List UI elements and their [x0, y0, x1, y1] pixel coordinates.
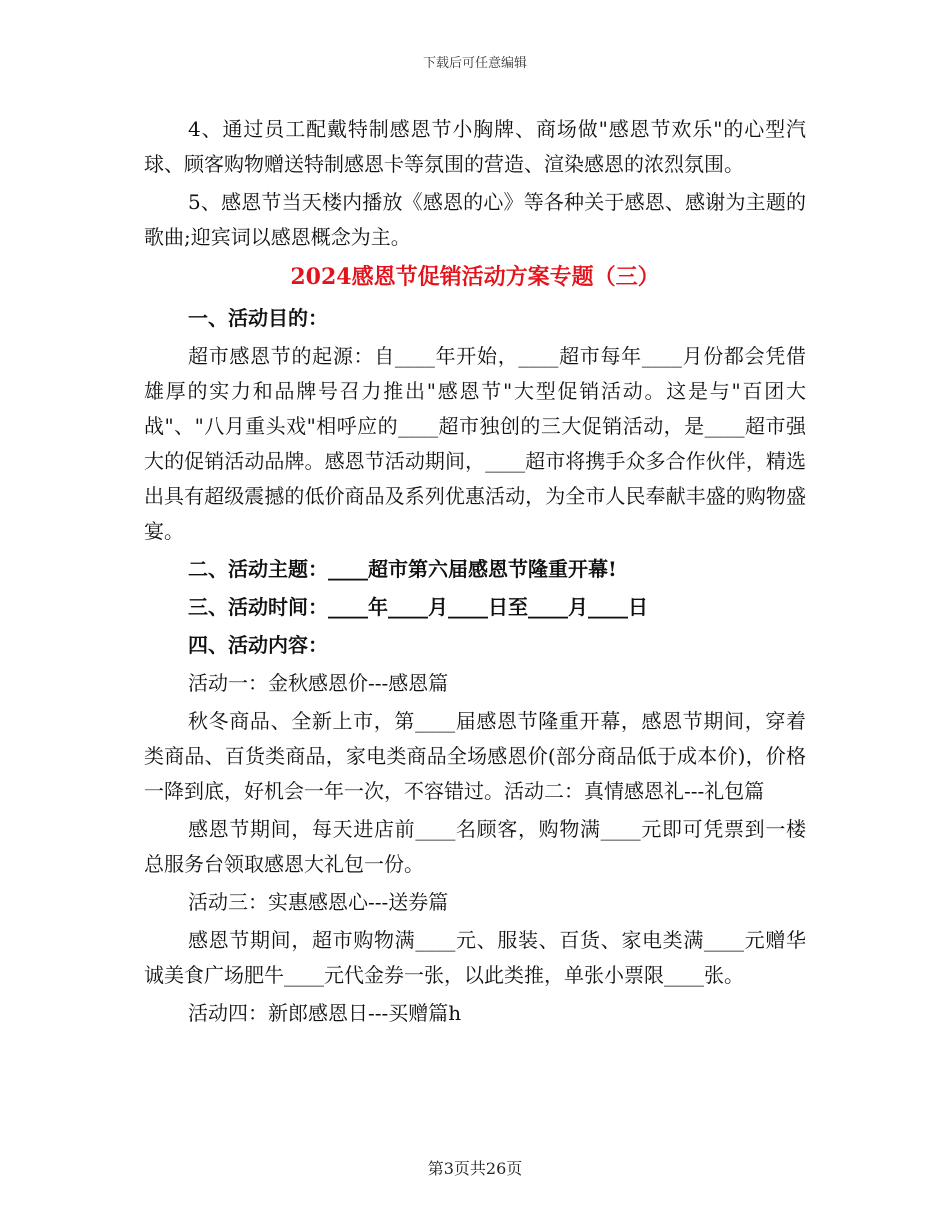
section-heading-purpose: 一、活动目的： [188, 306, 328, 330]
section-heading-time: 三、活动时间：____年____月____日至____月____日 [188, 595, 648, 619]
activity-1-title: 活动一：金秋感恩价---感恩篇 [188, 671, 449, 695]
activity-4-title: 活动四：新郎感恩日---买赠篇h [188, 1001, 462, 1025]
section-heading-content: 四、活动内容： [188, 633, 328, 657]
activity-1-text: 秋冬商品、全新上市，第____届感恩节隆重开幕，感恩节期间，穿着类商品、百货类商品，家电类商品全场感恩价(部分商品低于成本价)，价格一降到底，好机会一年一次，不容错过。活动二：真情感恩礼---礼包篇 [144, 709, 806, 803]
activity-3-text: 感恩节期间，超市购物满____元、服装、百货、家电类满____元赠华诚美食广场肥牛____元代金券一张，以此类推，单张小票限____张。 [144, 928, 806, 987]
section-heading-theme: 二、活动主题：____超市第六届感恩节隆重开幕! [188, 557, 617, 581]
document-body [144, 112, 806, 1034]
page-header: 下载后可任意编辑 [422, 56, 527, 71]
paragraph-item-5: 5、感恩节当天楼内播放《感恩的心》等各种关于感恩、感谢为主题的歌曲;迎宾词以感恩概念为主。 [144, 190, 806, 249]
document-title: 2024感恩节促销活动方案专题（三） [290, 264, 660, 290]
paragraph-item-4: 4、通过员工配戴特制感恩节小胸牌、商场做"感恩节欢乐"的心型汽球、顾客购物赠送特制感恩卡等氛围的营造、渲染感恩的浓烈氛围。 [144, 117, 806, 176]
paragraph-purpose: 超市感恩节的起源：自____年开始，____超市每年____月份都会凭借雄厚的实力和品牌号召力推出"感恩节"大型促销活动。这是与"百团大战"、"八月重头戏"相呼应的____超市独创的三大促销活动，是____超市强大的促销活动品牌。感恩节活动期间，____超市将携手众多合作伙伴，精选出具有超级震撼的低价商品及系列优惠活动，为全市人民奉献丰盛的购物盛宴。 [144, 344, 806, 543]
page-footer: 第3页共26页 [427, 1159, 523, 1178]
activity-3-title: 活动三：实惠感恩心---送券篇 [188, 890, 449, 914]
activity-2-text: 感恩节期间，每天进店前____名顾客，购物满____元即可凭票到一楼总服务台领取感恩大礼包一份。 [144, 817, 806, 876]
